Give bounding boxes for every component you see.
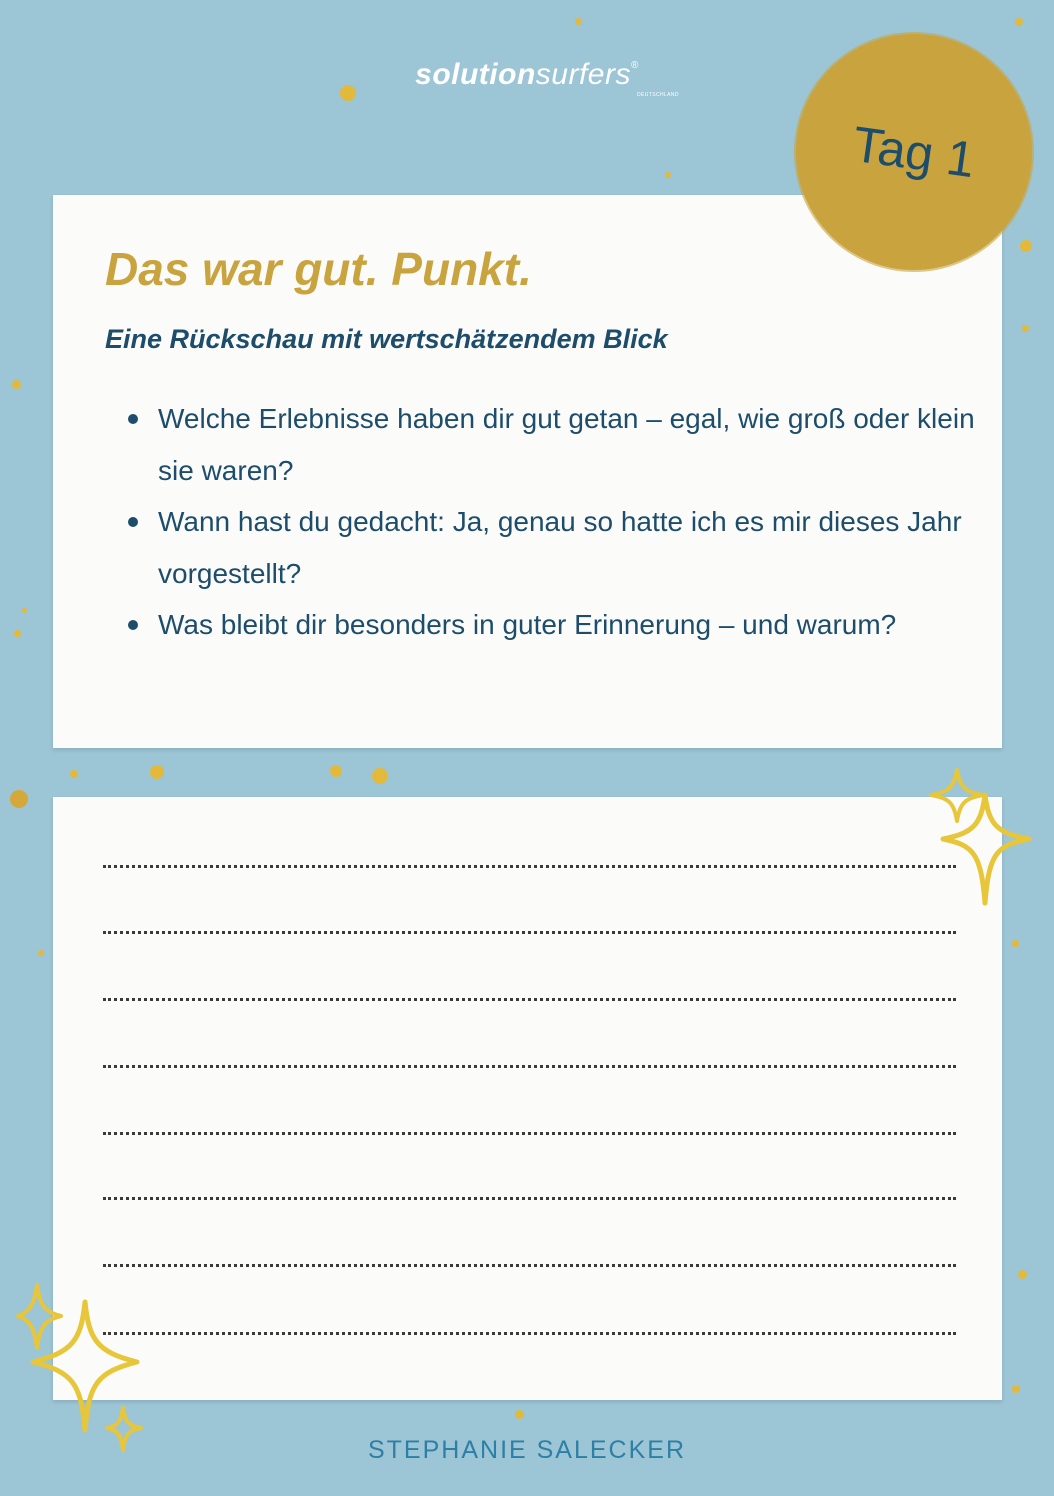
confetti-dot — [1020, 240, 1032, 252]
confetti-dot — [330, 765, 342, 777]
logo-registered-mark: ® — [630, 60, 639, 71]
confetti-dot — [1022, 325, 1029, 332]
confetti-dot — [665, 172, 671, 178]
logo-subtext: DEUTSCHLAND — [637, 92, 679, 98]
question-card — [53, 195, 1002, 748]
question-list — [158, 393, 988, 651]
page-subtitle: Eine Rückschau mit wertschätzendem Blick — [105, 324, 668, 354]
day-badge-label: Tag 1 — [849, 115, 979, 189]
confetti-dot — [1012, 1385, 1020, 1393]
day-badge — [796, 34, 1032, 270]
confetti-dot — [372, 768, 388, 784]
writing-card — [53, 797, 1002, 1400]
question-item: Welche Erlebnisse haben dir gut getan – egal, wie groß oder klein sie waren? — [158, 393, 988, 496]
page-title: Das war gut. Punkt. — [105, 243, 532, 295]
confetti-dot — [14, 630, 21, 637]
confetti-dot — [1018, 1270, 1027, 1279]
confetti-dot — [515, 1410, 524, 1419]
writing-line[interactable] — [103, 1264, 956, 1267]
confetti-dot — [70, 770, 78, 778]
logo-light-text: surfers — [535, 58, 631, 91]
logo-bold-text: solution — [415, 58, 536, 91]
confetti-dot — [10, 790, 28, 808]
question-item: Wann hast du gedacht: Ja, genau so hatte ich es mir dieses Jahr vorgestellt? — [158, 496, 988, 599]
sparkle-icon — [925, 765, 1035, 910]
writing-line[interactable] — [103, 998, 956, 1001]
confetti-dot — [150, 765, 164, 779]
writing-line[interactable] — [103, 1065, 956, 1068]
writing-line[interactable] — [103, 931, 956, 934]
question-item: Was bleibt dir besonders in guter Erinnerung – und warum? — [158, 599, 988, 651]
confetti-dot — [1015, 18, 1023, 26]
writing-line[interactable] — [103, 1197, 956, 1200]
confetti-dot — [22, 608, 27, 613]
writing-line[interactable] — [103, 865, 956, 868]
confetti-dot — [1012, 940, 1019, 947]
writing-line[interactable] — [103, 1132, 956, 1135]
confetti-dot — [575, 18, 582, 25]
confetti-dot — [38, 950, 44, 956]
confetti-dot — [12, 380, 21, 389]
writing-line[interactable] — [103, 1332, 956, 1335]
author-footer: STEPHANIE SALECKER — [367, 1436, 687, 1464]
